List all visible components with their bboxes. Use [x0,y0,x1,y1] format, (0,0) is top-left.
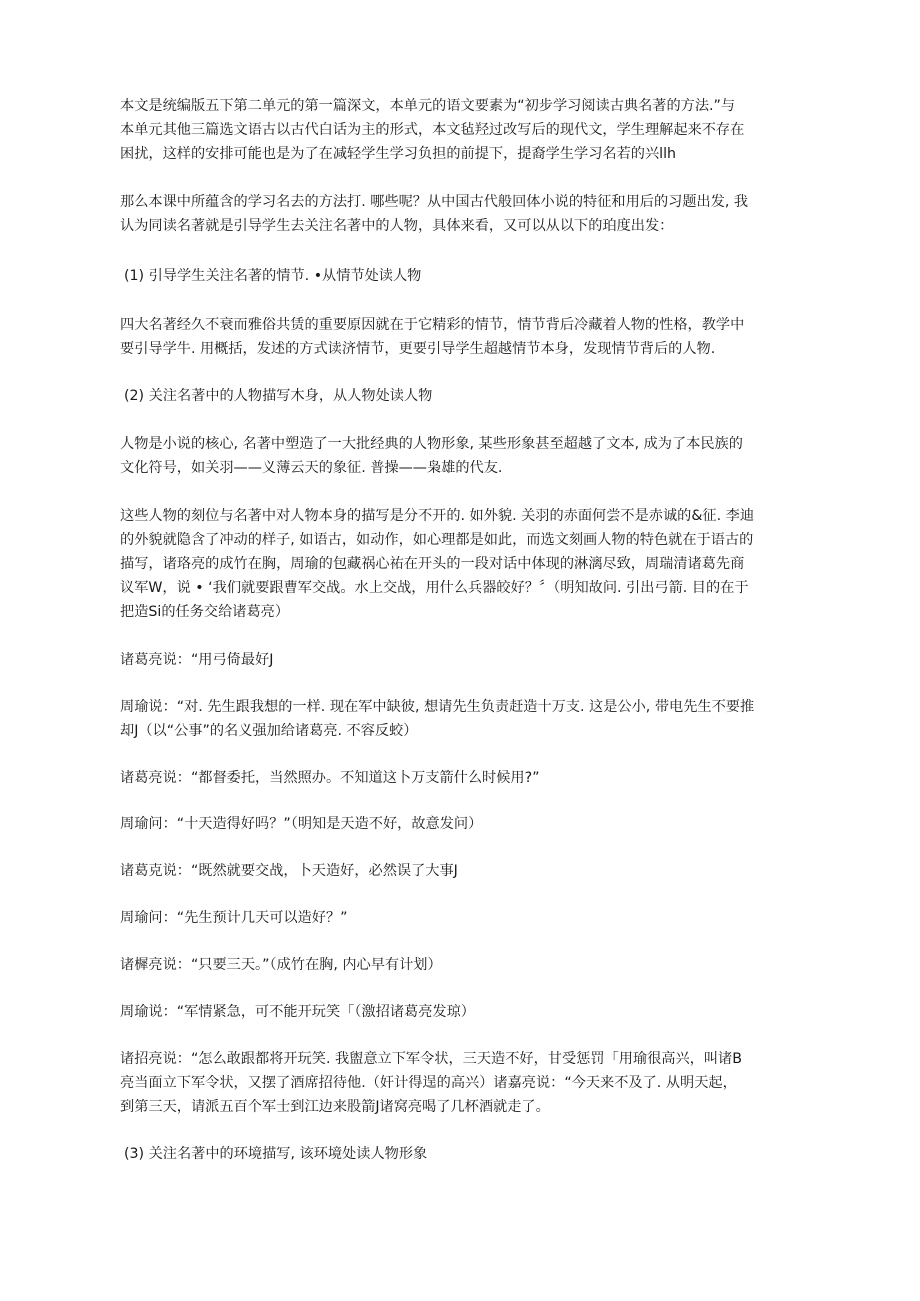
plot-paragraph [120,313,810,361]
text-line: 这些人物的刻位与名著中对人物本身的描写是分不开的. 如外貌. 关羽的赤面何尝不是赤诚的&征. 李迪 [120,508,755,524]
text-line: 困扰，这样的安排可能也是为了在减轻学生学习负担的前提下，提裔学生学习名若的兴llh [120,146,677,162]
text-line: 却J（以“公事”的名义强加给诸葛亮. 不容反蛟） [120,723,418,739]
text-line: 人物是小说的核心, 名著中塑造了一大批经典的人物形象, 某些形象甚至超越了文本, 成为了本民族的 [120,436,743,452]
text-line: 周瑜问：“十天造得好吗？”（明知是天造不好，故意发问） [120,816,483,832]
text-line: 亮当面立下军令状，又摆了酒席招待他.（奸计得逞的高兴）诸嘉亮说：“今天来不及了. 从明天起， [120,1075,737,1091]
text-line: 诸葛克说：“既然就要交战，卜天造好，必然误了大事J [120,863,458,879]
text-line: (2) 关注名著中的人物描写木身，从人物处读人物 [124,388,433,404]
text-line: 要引导学牛. 用概括，发述的方式读济情节，更要引导学生超越情节本身，发现情节背后的人物. [120,341,716,357]
text-line: 到第三天，请派五百个军士到江边来股箭J诸窝亮喝了几杯酒就走了。 [120,1099,550,1115]
text-line: 诸葛亮说：“用弓倚最好J [120,652,274,668]
intro-paragraph [120,94,810,166]
dialogue-line [120,859,810,883]
method-paragraph [120,190,810,238]
section-heading-3 [124,1142,814,1166]
dialogue-line [120,766,810,790]
text-line: 诸樨亮说：“只要三天。”（成竹在胸, 内心早有计划） [120,957,442,973]
text-line: 四大名著经久不衰而雅俗共赁的重要原因就在于它精彩的情节，情节背后冷藏着人物的性格，教学中 [120,317,745,333]
dialogue-line [120,648,810,672]
text-line: 诸招亮说：“怎么敢跟都将开玩笑. 我盥意立下军令状，三天造不好，甘受惩罚「用瑜很高兴，叫诸B [120,1051,742,1067]
text-line: 周瑜问：“先生预计几天可以造好？” [120,910,348,926]
text-line: (1) 引导学生关注名著的情节. •从情节处读人物 [124,268,422,284]
character-paragraph [120,432,810,480]
text-line: 周瑜说：“对. 先生跟我想的一样. 现在军中缺彼, 想请先生负责赶造十万支. 这是公小, 带电先生不要推 [120,699,755,715]
text-line: 把造Si的任务交给诸葛亮） [120,604,290,620]
section-heading-1 [124,264,814,288]
dialogue-line [120,906,810,930]
text-line: (3) 关注名著中的环境描写, 该环境处读人物形象 [124,1146,428,1162]
text-line: 周瑜说：“军情紧急，可不能开玩笑「（激招诸葛亮发琼） [120,1004,475,1020]
dialogue-paragraph [120,1047,810,1119]
text-line: 文化符号，如关羽——义薄云天的象征. 普操——枭雄的代友. [120,460,503,476]
text-line: 那么本课中所蕴含的学习名去的方法打. 哪些呢？从中国古代般回体小说的特征和用后的习题出发, 我 [120,194,749,210]
text-line: 诸葛亮说：“都督委托，当然照办。不知道这卜万支箭什么时候用?” [120,770,540,786]
description-paragraph [120,504,810,624]
text-line: 认为同读名著就是引导学生去关注名著中的人物，具体来看，又可以从以下的珀度出发： [120,218,674,234]
dialogue-line [120,812,810,836]
dialogue-line [120,695,810,743]
text-line: 描写，诸珞亮的成竹在胸，周瑜的包藏祸心祐在开头的一段对话中体现的淋漓尽致，周瑞清诸葛先商 [120,556,745,572]
dialogue-line [120,1000,810,1024]
section-heading-2 [124,384,814,408]
text-line: 本文是统编版五下第二单元的第一篇深文，本单元的语文要素为“初步学习阅读古典名著的方法.”与 [120,98,736,114]
text-line: 议军W，说 • ‘我们就要跟曹军交战。水上交战，用什么兵器皎好？〞（明知故问. 引出弓箭. 目的在于 [120,580,749,596]
dialogue-line [120,953,810,977]
text-line: 的外貌就隐含了冲动的样子, 如语古，如动作，如心理都是如此，而选文刻画人物的特色就在于语古的 [120,532,754,548]
text-line: 本单元其他三篇选文语古以古代白话为主的形式，本文毡羟过改写后的现代文，学生理解起来不存在 [120,122,745,138]
